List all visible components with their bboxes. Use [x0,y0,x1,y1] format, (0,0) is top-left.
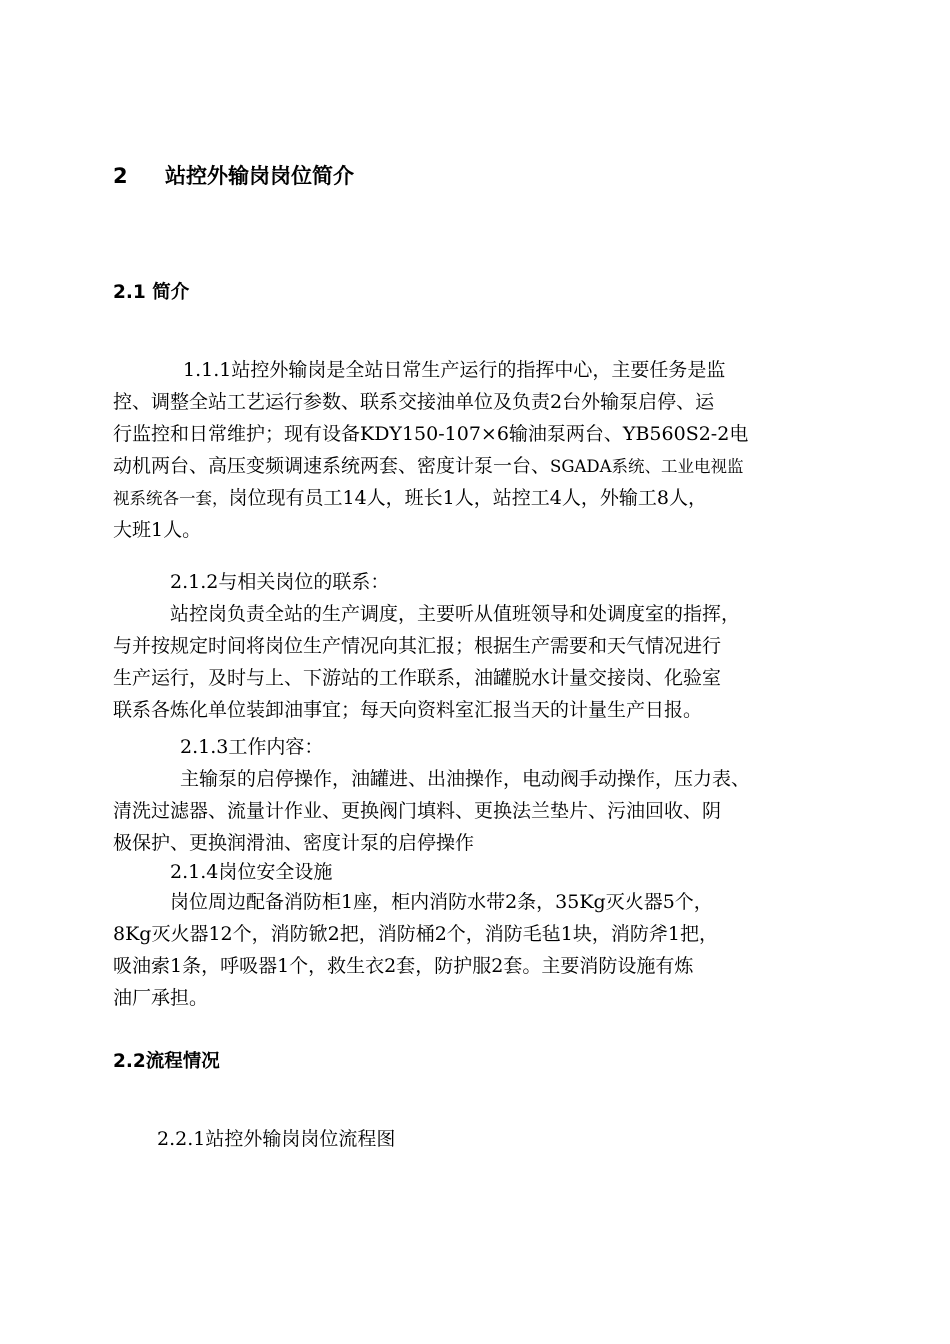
section-heading-2-1: 2.1 简介 [113,282,190,303]
paragraph-line: 清洗过滤器、流量计作业、更换阀门填料、更换法兰垫片、污油回收、阴 [113,800,722,822]
paragraph-text: SGADA系统、工业电视监 [550,457,744,476]
subsection-label-2-1-4: 2.1.4岗位安全设施 [170,861,333,883]
paragraph-line: 大班1人。 [113,519,202,541]
subsection-label-2-2-1: 2.2.1站控外输岗岗位流程图 [157,1128,396,1150]
paragraph-text: 岗位现有员工14人，班长1人，站控工4人，外输工8人， [228,487,707,509]
section-heading-2-2: 2.2流程情况 [113,1051,220,1072]
paragraph-2-1-3 [113,763,855,859]
paragraph-line [113,482,855,514]
paragraph-2-1-2 [113,598,855,726]
paragraph-line: 极保护、更换润滑油、密度计泵的启停操作 [113,832,475,854]
paragraph-line: 与并按规定时间将岗位生产情况向其汇报；根据生产需要和天气情况进行 [113,635,722,657]
paragraph-line: 控、调整全站工艺运行参数、联系交接油单位及负责2台外输泵启停、运 [113,391,715,413]
paragraph-line: 8Kg灭火器12个，消防锨2把，消防桶2个，消防毛毡1块，消防斧1把， [113,923,718,945]
paragraph-1-1-1 [113,354,855,546]
paragraph-line: 行监控和日常维护；现有设备KDY150-107×6输油泵两台、YB560S2-2电 [113,423,749,445]
paragraph-line: 联系各炼化单位装卸油事宜；每天向资料室汇报当天的计量生产日报。 [113,699,703,721]
paragraph-line [113,450,855,482]
chapter-heading [113,158,354,194]
paragraph-2-1-4 [113,886,855,1014]
paragraph-line: 1.1.1站控外输岗是全站日常生产运行的指挥中心，主要任务是监 [183,359,726,381]
paragraph-text: 视系统各一套， [113,489,229,508]
paragraph-line: 油厂承担。 [113,987,209,1009]
paragraph-line: 主输泵的启停操作，油罐进、出油操作，电动阀手动操作，压力表、 [180,768,751,790]
chapter-title: 站控外输岗岗位简介 [165,164,354,188]
paragraph-line: 岗位周边配备消防柜1座，柜内消防水带2条，35Kg灭火器5个， [170,891,713,913]
paragraph-text: 动机两台、高压变频调速系统两套、密度计泵一台、 [113,455,551,477]
paragraph-line: 站控岗负责全站的生产调度，主要听从值班领导和处调度室的指挥， [170,603,741,625]
paragraph-line: 生产运行，及时与上、下游站的工作联系，油罐脱水计量交接岗、化验室 [113,667,722,689]
subsection-label-2-1-3: 2.1.3工作内容： [180,736,324,758]
paragraph-line: 吸油索1条，呼吸器1个，救生衣2套，防护服2套。主要消防设施有炼 [113,955,694,977]
chapter-number: 2 [113,164,128,188]
subsection-label-2-1-2: 2.1.2与相关岗位的联系： [170,571,390,593]
